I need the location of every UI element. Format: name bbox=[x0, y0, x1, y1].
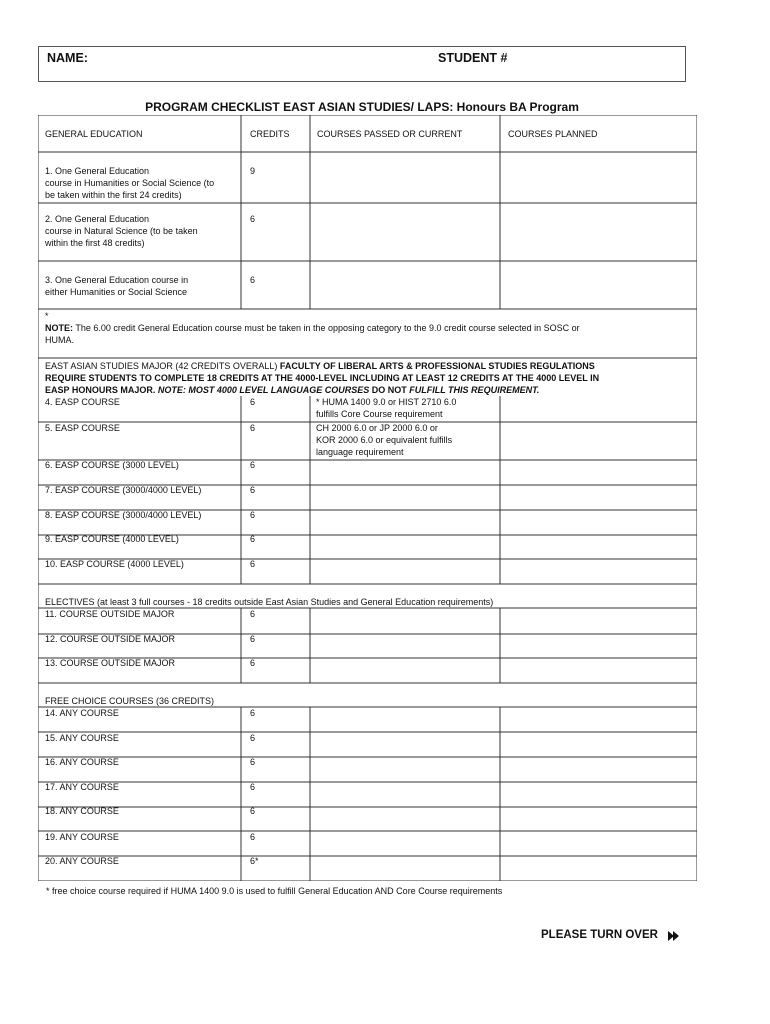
free-choice-course-label: 17. ANY COURSE bbox=[45, 782, 119, 792]
major-header-line-2: REQUIRE STUDENTS TO COMPLETE 18 CREDITS AT THE 4000-LEVEL INCLUDING AT LEAST 12 CREDITS AT THE 4000 LEVEL IN bbox=[45, 373, 600, 383]
free-choice-course-credits: 6 bbox=[250, 757, 256, 767]
free-choice-course-credits: 6 bbox=[250, 806, 256, 816]
free-choice-course-credits: 6 bbox=[250, 832, 256, 842]
free-choice-course-label: 15. ANY COURSE bbox=[45, 733, 119, 743]
free-choice-course-label: 19. ANY COURSE bbox=[45, 832, 119, 842]
gen-ed-credits: 9 bbox=[250, 166, 256, 176]
major-course-credits: 6 bbox=[250, 460, 256, 470]
column-header-general-education: GENERAL EDUCATION bbox=[45, 129, 143, 139]
gen-ed-label-line: 2. One General Education bbox=[45, 214, 150, 224]
major-course-label: 6. EASP COURSE (3000 LEVEL) bbox=[45, 460, 179, 470]
gen-ed-credits: 6 bbox=[250, 214, 256, 224]
major-course-label: 10. EASP COURSE (4000 LEVEL) bbox=[45, 559, 184, 569]
note-prefix: NOTE: bbox=[45, 323, 73, 333]
free-choice-course-credits: 6 bbox=[250, 782, 256, 792]
elective-course-label: 11. COURSE OUTSIDE MAJOR bbox=[45, 609, 175, 619]
please-turn-over-label: PLEASE TURN OVER bbox=[541, 929, 658, 941]
major-header-language-note: NOTE: MOST 4000 LEVEL LANGUAGE COURSES bbox=[157, 385, 370, 395]
major-course-note: language requirement bbox=[316, 447, 404, 457]
gen-ed-credits: 6 bbox=[250, 275, 256, 285]
major-course-label: 5. EASP COURSE bbox=[45, 423, 120, 433]
major-course-credits: 6 bbox=[250, 485, 256, 495]
column-header-credits: CREDITS bbox=[250, 129, 290, 139]
note-asterisk: * bbox=[45, 311, 49, 321]
major-course-label: 9. EASP COURSE (4000 LEVEL) bbox=[45, 534, 179, 544]
major-course-credits: 6 bbox=[250, 510, 256, 520]
checklist-table bbox=[38, 115, 697, 881]
free-choice-course-credits: 6 bbox=[250, 708, 256, 718]
elective-course-label: 13. COURSE OUTSIDE MAJOR bbox=[45, 658, 176, 668]
major-header-regulations: FACULTY OF LIBERAL ARTS & PROFESSIONAL STUDIES REGULATIONS bbox=[279, 361, 595, 371]
name-label: NAME: bbox=[47, 51, 88, 65]
elective-course-label: 12. COURSE OUTSIDE MAJOR bbox=[45, 634, 176, 644]
major-course-label: 4. EASP COURSE bbox=[45, 397, 120, 407]
elective-course-credits: 6 bbox=[250, 609, 256, 619]
column-header-courses-planned: COURSES PLANNED bbox=[508, 129, 598, 139]
note-text bbox=[45, 322, 580, 334]
major-course-label: 7. EASP COURSE (3000/4000 LEVEL) bbox=[45, 485, 202, 495]
gen-ed-label-line: course in Humanities or Social Science (to bbox=[45, 178, 215, 188]
free-choice-course-label: 20. ANY COURSE bbox=[45, 856, 119, 866]
major-header-line-3 bbox=[45, 384, 539, 396]
major-header-honours: EASP HONOURS MAJOR. bbox=[45, 385, 158, 395]
gen-ed-label-line: within the first 48 credits) bbox=[45, 238, 145, 248]
name-student-box bbox=[38, 46, 686, 82]
student-number-label: STUDENT # bbox=[438, 51, 508, 65]
major-header-do-not: DO NOT bbox=[369, 385, 410, 395]
free-choice-course-label: 18. ANY COURSE bbox=[45, 806, 119, 816]
elective-course-credits: 6 bbox=[250, 634, 256, 644]
note-line-1: The 6.00 credit General Education course must be taken in the opposing category to the 9.0 credit course selected in SOSC or bbox=[73, 323, 580, 333]
major-course-credits: 6 bbox=[250, 559, 256, 569]
gen-ed-label-line: 3. One General Education course in bbox=[45, 275, 189, 285]
gen-ed-label-line: be taken within the first 24 credits) bbox=[45, 190, 182, 200]
electives-header: ELECTIVES (at least 3 full courses - 18 credits outside East Asian Studies and General Education requirements) bbox=[45, 597, 494, 607]
major-course-note: fulfills Core Course requirement bbox=[316, 409, 443, 419]
major-course-label: 8. EASP COURSE (3000/4000 LEVEL) bbox=[45, 510, 202, 520]
major-header-requirement: FULFILL THIS REQUIREMENT. bbox=[409, 385, 540, 395]
elective-course-credits: 6 bbox=[250, 658, 256, 668]
gen-ed-label-line: 1. One General Education bbox=[45, 166, 150, 176]
note-line-2: HUMA. bbox=[45, 335, 74, 345]
column-header-courses-passed: COURSES PASSED OR CURRENT bbox=[317, 129, 463, 139]
major-course-credits: 6 bbox=[250, 397, 256, 407]
major-course-credits: 6 bbox=[250, 423, 256, 433]
free-choice-course-label: 16. ANY COURSE bbox=[45, 757, 119, 767]
gen-ed-label-line: course in Natural Science (to be taken bbox=[45, 226, 198, 236]
page-title: PROGRAM CHECKLIST EAST ASIAN STUDIES/ LAPS: Honours BA Program bbox=[145, 100, 579, 114]
major-course-credits: 6 bbox=[250, 534, 256, 544]
free-choice-course-credits: 6 bbox=[250, 733, 256, 743]
footnote: * free choice course required if HUMA 1400 9.0 is used to fulfill General Education AND Core Course requirements bbox=[46, 886, 503, 896]
major-header-normal: EAST ASIAN STUDIES MAJOR (42 CREDITS OVERALL) bbox=[45, 361, 280, 371]
free-choice-course-label: 14. ANY COURSE bbox=[45, 708, 119, 718]
major-course-note: CH 2000 6.0 or JP 2000 6.0 or bbox=[316, 423, 438, 433]
major-course-note: KOR 2000 6.0 or equivalent fulfills bbox=[316, 435, 453, 445]
major-header-line-1-row bbox=[45, 360, 595, 372]
free-choice-header: FREE CHOICE COURSES (36 CREDITS) bbox=[45, 696, 215, 706]
major-course-note: * HUMA 1400 9.0 or HIST 2710 6.0 bbox=[316, 397, 457, 407]
gen-ed-label-line: either Humanities or Social Science bbox=[45, 287, 188, 297]
free-choice-course-credits: 6* bbox=[250, 856, 259, 866]
double-arrow-right-icon bbox=[668, 931, 680, 941]
